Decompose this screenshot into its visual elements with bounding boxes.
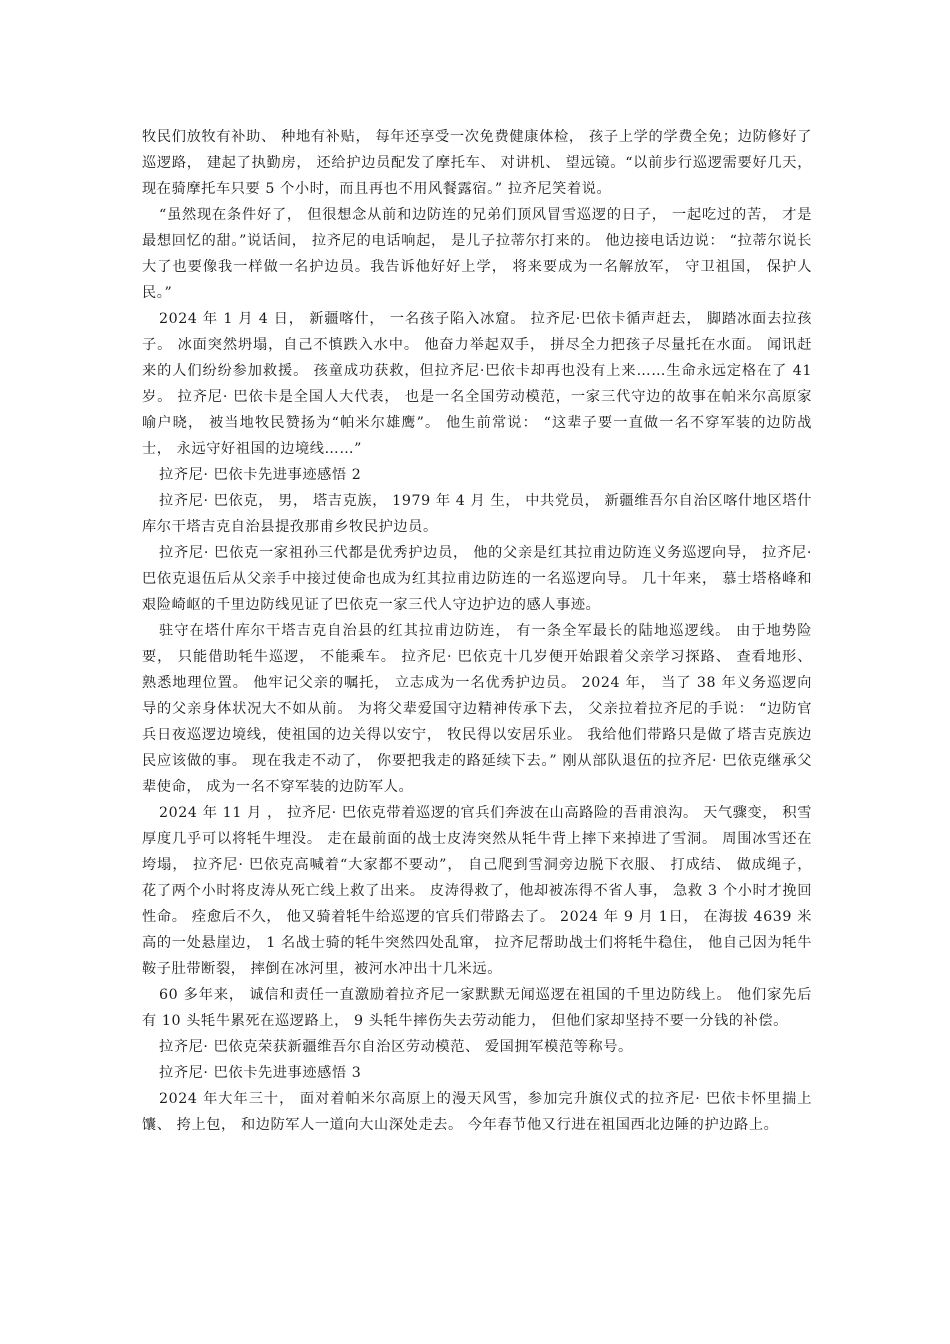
document-body <box>142 124 812 1138</box>
paragraph-7: 驻守在塔什库尔干塔吉克自治县的红其拉甫边防连， 有一条全军最长的陆地巡逻线。 由于地势险要， 只能借助牦牛巡逻， 不能乘车。 拉齐尼· 巴依克十几岁便开始跟着父亲学习探路、 查看地形、 熟悉地理位置。 他牢记父亲的嘱托， 立志成为一名优秀护边员。 2024 年， 当了 38 年义务巡逻向导的父亲身体状况大不如从前。 为将父辈爱国守边精神传承下去， 父亲拉着拉齐尼的手说： “边防官兵日夜巡逻边境线，使祖国的边关得以安宁， 牧民得以安居乐业。 我给他们带路只是做了塔吉克族边民应该做的事。 现在我走不动了， 你要把我走的路延续下去。” 刚从部队退伍的拉齐尼· 巴依克继承父辈使命， 成为一名不穿军装的边防军人。 <box>142 623 812 795</box>
paragraph-10: 拉齐尼· 巴依克荣获新疆维吾尔自治区劳动模范、 爱国拥军模范等称号。 <box>159 1039 633 1055</box>
paragraph-6: 拉齐尼· 巴依克一家祖孙三代都是优秀护边员， 他的父亲是红其拉甫边防连义务巡逻向导， 拉齐尼· 巴依克退伍后从父亲手中接过使命也成为红其拉甫边防连的一名巡逻向导。 几十年来， 慕士塔格峰和艰险崎岖的千里边防线见证了巴依克一家三代人守边护边的感人事迹。 <box>142 545 812 613</box>
paragraph-1: 牧民们放牧有补助、 种地有补贴， 每年还享受一次免费健康体检， 孩子上学的学费全免；边防修好了巡逻路， 建起了执勤房， 还给护边员配发了摩托车、 对讲机、 望远镜。“以前步行巡逻需要好几天， 现在骑摩托车只要 5 个小时，而且再也不用风餐露宿。” 拉齐尼笑着说。 <box>142 129 812 197</box>
paragraph-5: 拉齐尼· 巴依克， 男， 塔吉克族， 1979 年 4 月 生， 中共党员， 新疆维吾尔自治区喀什地区塔什库尔干塔吉克自治县提孜那甫乡牧民护边员。 <box>142 493 812 535</box>
paragraph-8: 2024 年 11 月 ， 拉齐尼· 巴依克带着巡逻的官兵们奔波在山高路险的吾甫浪沟。 天气骤变， 积雪厚度几乎可以将牦牛埋没。 走在最前面的战士皮涛突然从牦牛背上摔下来掉进了雪洞。 周围冰雪还在垮塌， 拉齐尼· 巴依克高喊着“大家都不要动”， 自己爬到雪洞旁边脱下衣服、 打成结、 做成绳子， 花了两个小时将皮涛从死亡线上救了出来。 皮涛得救了，他却被冻得不省人事， 急救 3 个小时才挽回性命。 痊愈后不久， 他又骑着牦牛给巡逻的官兵们带路去了。 2024 年 9 月 1日， 在海拔 4639 米高的一处悬崖边， 1 名战士骑的牦牛突然四处乱窜， 拉齐尼帮助战士们将牦牛稳住， 他自己因为牦牛鞍子肚带断裂， 摔倒在冰河里，被河水冲出十几米远。 <box>142 805 812 977</box>
paragraph-2: “虽然现在条件好了， 但很想念从前和边防连的兄弟们顶风冒雪巡逻的日子， 一起吃过的苦， 才是最想回忆的甜。”说话间， 拉齐尼的电话响起， 是儿子拉蒂尔打来的。 他边接电话边说： “拉蒂尔说长大了也要像我一样做一名护边员。我告诉他好好上学， 将来要成为一名解放军， 守卫祖国， 保护人民。” <box>142 207 812 301</box>
paragraph-3: 2024 年 1 月 4 日， 新疆喀什， 一名孩子陷入冰窟。 拉齐尼·巴依卡循声赶去， 脚踏冰面去拉孩子。 冰面突然坍塌，自己不慎跌入水中。 他奋力举起双手， 拼尽全力把孩子尽量托在水面。 闻讯赶来的人们纷纷参加救援。 孩童成功获救，但拉齐尼·巴依卡却再也没有上来……生命永远定格在了 41 岁。 拉齐尼· 巴依卡是全国人大代表， 也是一名全国劳动模范，一家三代守边的故事在帕米尔高原家喻户晓， 被当地牧民赞扬为“帕米尔雄鹰”。 他生前常说： “这辈子要一直做一名不穿军装的边防战士， 永远守好祖国的边境线……” <box>142 311 812 457</box>
section-heading-3: 拉齐尼· 巴依卡先进事迹感悟 3 <box>159 1065 362 1081</box>
section-heading-2: 拉齐尼· 巴依卡先进事迹感悟 2 <box>159 467 362 483</box>
paragraph-9: 60 多年来， 诚信和责任一直激励着拉齐尼一家默默无闻巡逻在祖国的千里边防线上。 他们家先后有 10 头牦牛累死在巡逻路上， 9 头牦牛摔伤失去劳动能力， 但他们家却坚持不要一分钱的补偿。 <box>142 987 812 1029</box>
paragraph-12: 2024 年大年三十， 面对着帕米尔高原上的漫天风雪，参加完升旗仪式的拉齐尼· 巴依卡怀里揣上馕、 挎上包， 和边防军人一道向大山深处走去。 今年春节他又行进在祖国西北边陲的护边路上。 <box>142 1091 812 1133</box>
